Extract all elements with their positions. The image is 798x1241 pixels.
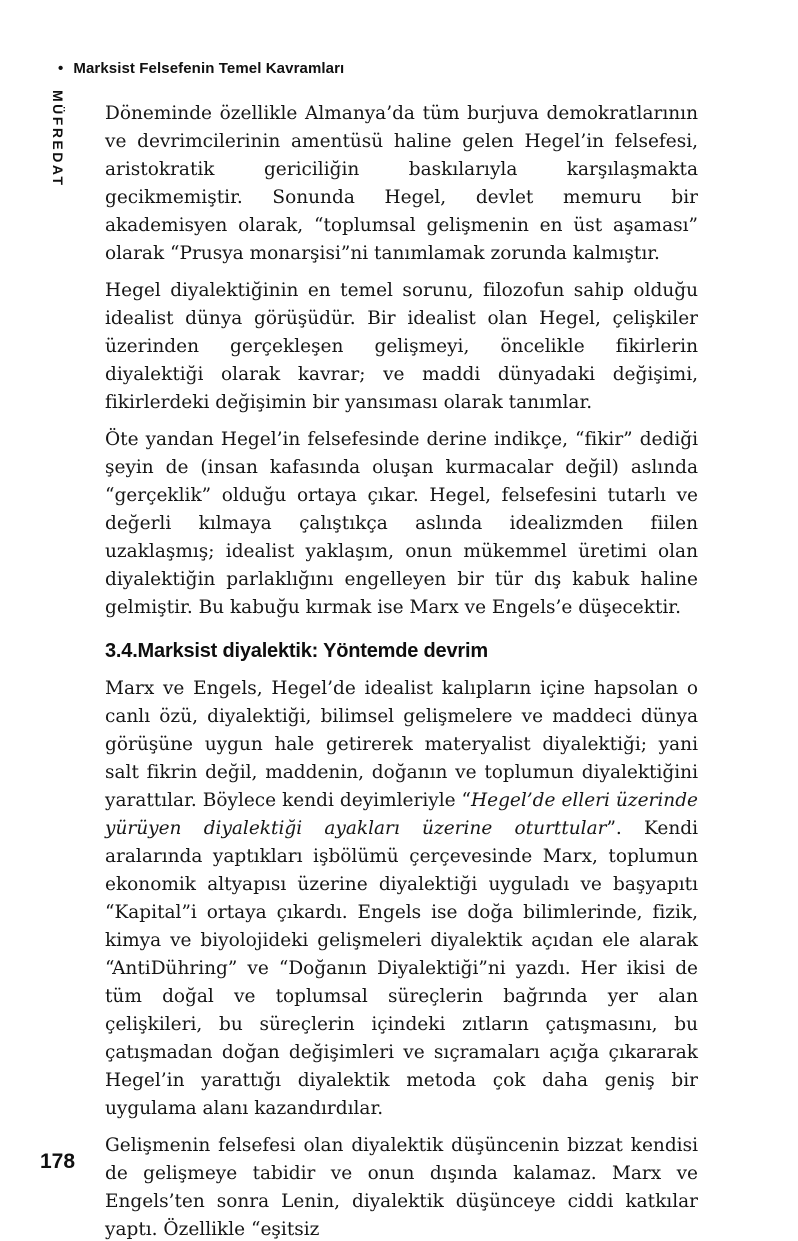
paragraph-4-text-continued: ”. Kendi aralarında yaptıkları işbölümü çerçevesinde Marx, toplumun ekonomik altyapısı üzerine diyalektiği uyguladı ve başyapıtı “Kapital”i ortaya çıkardı. Engels ise doğa bilimlerinde, fizik, kimya ve biyolojideki gelişmeleri diyalektik açıdan ele alarak “AntiDühring” ve “Doğanın Diyalektiği”ni yazdı. Her ikisi de tüm doğal ve toplumsal süreçlerin bağrında yer alan çelişkileri, bu süreçlerin içindeki zıtların çatışmasını, bu çatışmadan doğan değişimleri ve sıçramaları açığa çıkararak Hegel’in yarattığı diyalektik metoda çok daha geniş bir uygulama alanı kazandırdılar. [105,818,698,1119]
running-header [58,60,344,77]
section-heading: 3.4.Marksist diyalektik: Yöntemde devrim [105,640,488,662]
body-text [105,100,698,1241]
paragraph-1: Döneminde özellikle Almanya’da tüm burjuva demokratlarının ve devrimcilerinin amentüsü haline gelen Hegel’in felsefesi, aristokratik gericiliğin baskılarıyla karşılaşmakta gecikmemiştir. Sonunda Hegel, devlet memuru bir akademisyen olarak, “toplumsal gelişmenin en üst aşaması” olarak “Prusya monarşisi”ni tanımlamak zorunda kalmıştır. [105,103,698,264]
sidebar-section-label: MÜFREDAT [50,90,66,188]
header-title: Marksist Felsefenin Temel Kavramları [73,60,345,77]
paragraph-2: Hegel diyalektiğinin en temel sorunu, filozofun sahip olduğu idealist dünya görüşüdür. Bir idealist olan Hegel, çelişkiler üzerinden gerçekleşen gelişmeyi, öncelikle fikirlerin diyalektiği olarak kavrar; ve maddi dünyadaki değişimi, fikirlerdeki değişimin bir yansıması olarak tanımlar. [105,280,698,413]
paragraph-4-text: Marx ve Engels, Hegel’de idealist kalıpların içine hapsolan o canlı özü, diyalektiği, bilimsel gelişmelere ve maddeci dünya görüşüne uygun hale getirerek materyalist diyalektiği; yani salt fikrin değil, maddenin, doğanın ve toplumun diyalektiğini yarattılar. Böylece kendi deyimleriyle “ [105,678,698,811]
paragraph-5: Gelişmenin felsefesi olan diyalektik düşüncenin bizzat kendisi de gelişmeye tabidir ve onun dışında kalamaz. Marx ve Engels’ten sonra Lenin, diyalektik düşünceye ciddi katkılar yaptı. Özellikle “eşitsiz [105,1135,698,1240]
page-number: 178 [40,1150,76,1173]
paragraph-4-italic-quote: Hegel’de elleri üzerinde yürüyen diyalektiği ayakları üzerine oturttular [105,790,698,839]
header-bullet-icon: • [58,60,64,77]
paragraph-3: Öte yandan Hegel’in felsefesinde derine indikçe, “fikir” dediği şeyin de (insan kafasında oluşan kurmacalar değil) aslında “gerçeklik” olduğu ortaya çıkar. Hegel, felsefesini tutarlı ve değerli kılmaya çalıştıkça aslında idealizmden fiilen uzaklaşmış; idealist yaklaşım, onun mükemmel üretimi olan diyalektiğin parlaklığını engelleyen bir tür dış kabuk haline gelmiştir. Bu kabuğu kırmak ise Marx ve Engels’e düşecektir. [105,429,698,618]
paragraph-4 [105,675,698,1123]
